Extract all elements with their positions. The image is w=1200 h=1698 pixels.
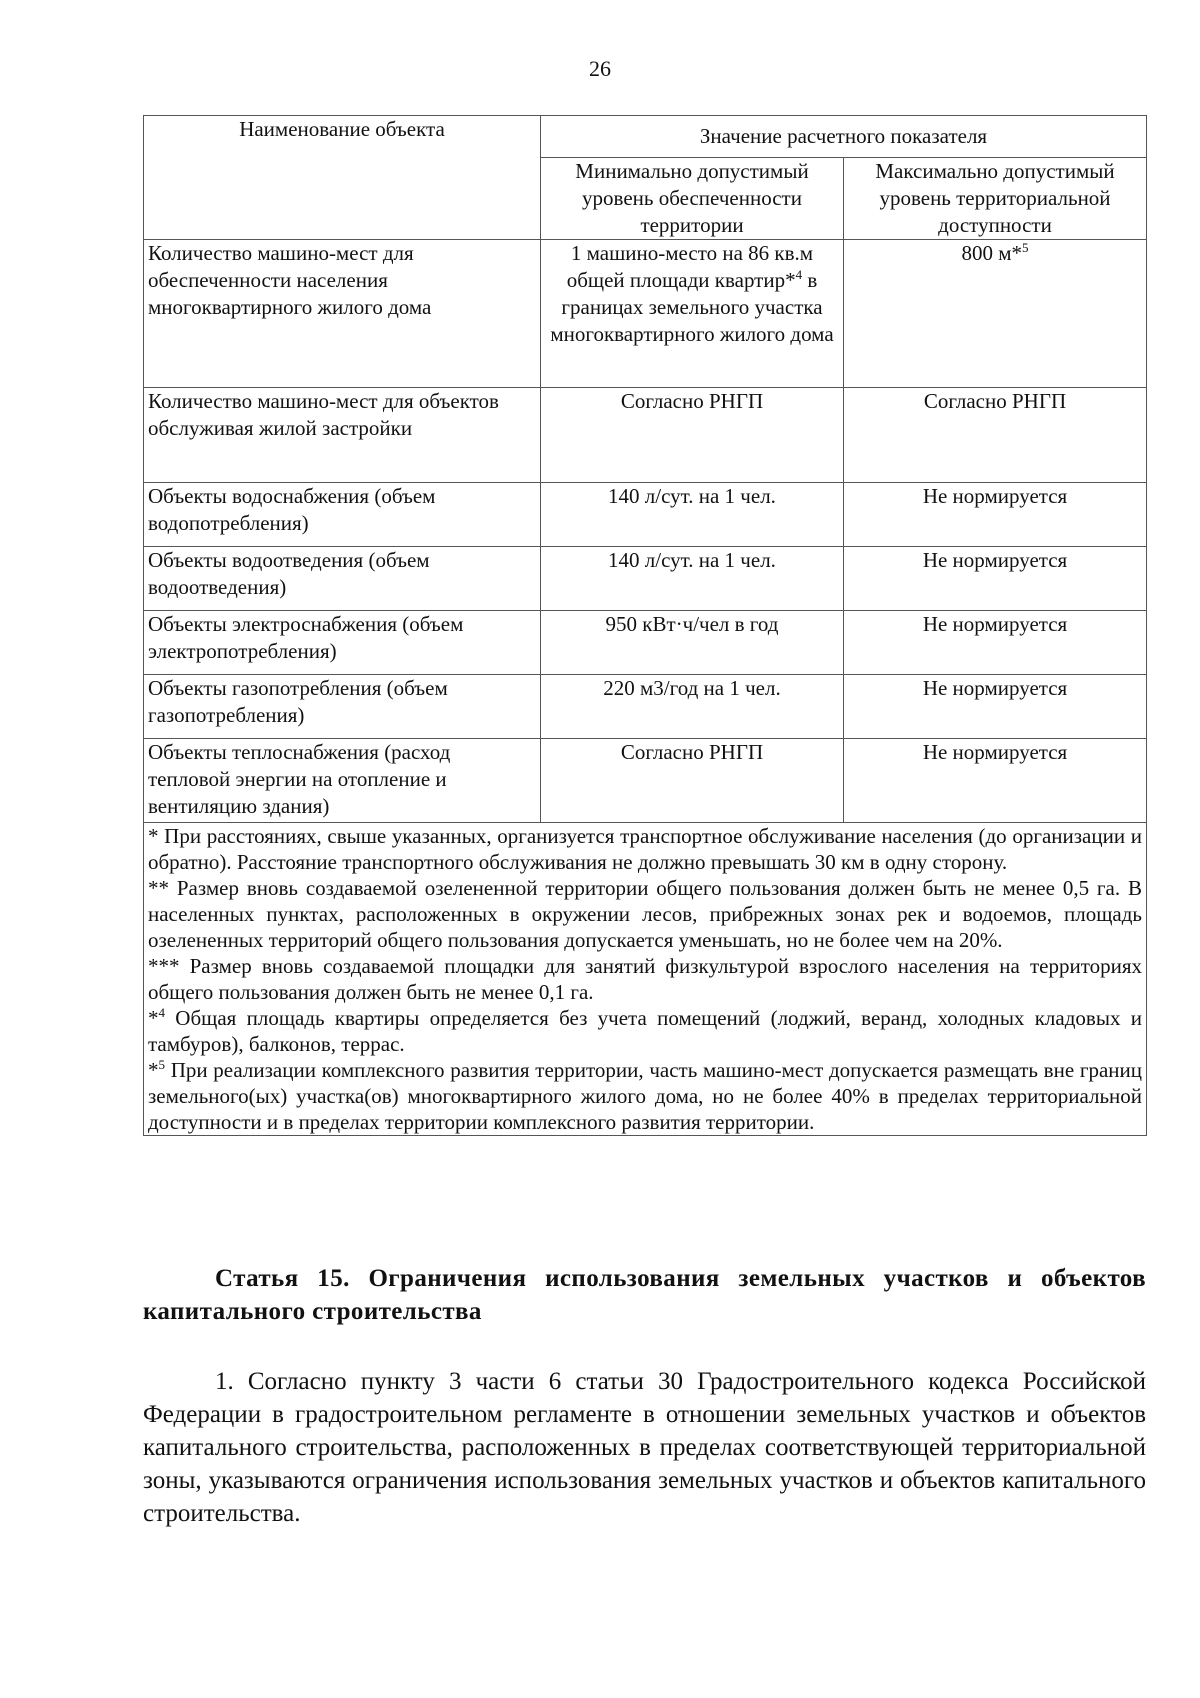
row-min-value: 950 кВт·ч/чел в год [541,611,844,675]
header-max-access: Максимально допустимый уровень территориальной доступности [844,158,1147,240]
article-heading: Статья 15. Ограничения использования земельных участков и объектов капитального строительства [143,1265,1146,1325]
table-row [144,388,1147,483]
row-object-name: Количество машино-мест для объектов обслуживая жилой застройки [144,388,541,483]
footnote-mark-sup: 4 [158,1005,165,1020]
footnote-ref: 5 [1022,240,1029,255]
footnote-mark: *** [148,954,180,978]
row-min-value [541,240,844,388]
row-object-name: Объекты водоотведения (объем водоотведения) [144,547,541,611]
table-row [144,240,1147,388]
footnote-mark: ** [148,876,169,900]
table-row [144,611,1147,675]
table-row [144,547,1147,611]
table-row [144,675,1147,739]
article-paragraph: 1. Согласно пункту 3 части 6 статьи 30 Градостроительного кодекса Российской Федерации в градостроительном регламенте в отношении земельных участков и объектов капитального строительства, расположенных в пределах соответствующей территориальной зоны, указываются ограничения использования земельных участков и объектов капитального строительства. [143,1368,1146,1527]
row-max-value: Не нормируется [844,611,1147,675]
footnote-text: Общая площадь квартиры определяется без учета помещений (лоджий, веранд, холодных кладовых и тамбуров), балконов, террас. [148,1006,1142,1056]
footnote-ref: 4 [795,267,803,282]
row-min-value: Согласно РНГП [541,388,844,483]
footnote [148,875,1142,953]
table-notes [144,823,1147,1136]
table-row [144,483,1147,547]
row-object-name: Количество машино-мест для обеспеченности населения многоквартирного жилого дома [144,240,541,388]
header-min-level: Минимально допустимый уровень обеспеченности территории [541,158,844,240]
row-object-name: Объекты электроснабжения (объем электропотребления) [144,611,541,675]
row-max-value: Не нормируется [844,675,1147,739]
row-max-value [844,240,1147,388]
footnote-text: Размер вновь создаваемой озелененной территории общего пользования должен быть не менее 0,5 га. В населенных пунктах, расположенных в окружении лесов, прибрежных зонах рек и водоемов, площадь озелененных территорий общего пользования допускается уменьшать, но не более чем на 20%. [148,876,1142,952]
row-min-text: 1 машино-место на 86 кв.м общей площади квартир* [566,241,814,292]
header-indicator-value: Значение расчетного показателя [541,116,1147,158]
row-max-text: 800 м* [961,241,1023,265]
footnote-text: При реализации комплексного развития территории, часть машино-мест допускается размещать вне границ земельного(ых) участка(ов) многоквартирного жилого дома, но не более 40% в пределах территориальной доступности и в пределах территории комплексного развития территории. [148,1058,1142,1134]
row-object-name: Объекты газопотребления (объем газопотребления) [144,675,541,739]
footnote [148,1005,1142,1057]
notes-row [144,823,1147,1136]
header-object-name: Наименование объекта [144,116,541,240]
footnote-mark: * [148,1058,159,1082]
footnote-text: При расстояниях, свыше указанных, организуется транспортное обслуживание населения (до организации и обратно). Расстояние транспортного обслуживания не должно превышать 30 км в одну сторону. [148,824,1142,874]
row-max-value: Не нормируется [844,547,1147,611]
footnote-mark: * [148,824,159,848]
footnote-text: Размер вновь создаваемой площадки для занятий физкультурой взрослого населения на территориях общего пользования должен быть не менее 0,1 га. [148,954,1142,1004]
page-number: 26 [589,56,611,81]
row-min-value: Согласно РНГП [541,739,844,823]
footnote-mark-sup: 5 [158,1057,165,1072]
header-row-1 [144,116,1147,158]
row-min-value: 220 м3/год на 1 чел. [541,675,844,739]
table-row [144,739,1147,823]
footnote [148,823,1142,875]
row-min-text-tail: в границах земельного участка многоквартирного жилого дома [550,268,834,346]
row-max-value: Не нормируется [844,739,1147,823]
footnote [148,953,1142,1005]
footnote [148,1057,1142,1135]
row-object-name: Объекты теплоснабжения (расход тепловой энергии на отопление и вентиляцию здания) [144,739,541,823]
footnote-mark: * [148,1006,159,1030]
norms-table [143,115,1147,1136]
row-object-name: Объекты водоснабжения (объем водопотребления) [144,483,541,547]
row-min-value: 140 л/сут. на 1 чел. [541,547,844,611]
row-max-value: Не нормируется [844,483,1147,547]
row-min-value: 140 л/сут. на 1 чел. [541,483,844,547]
row-max-value: Согласно РНГП [844,388,1147,483]
